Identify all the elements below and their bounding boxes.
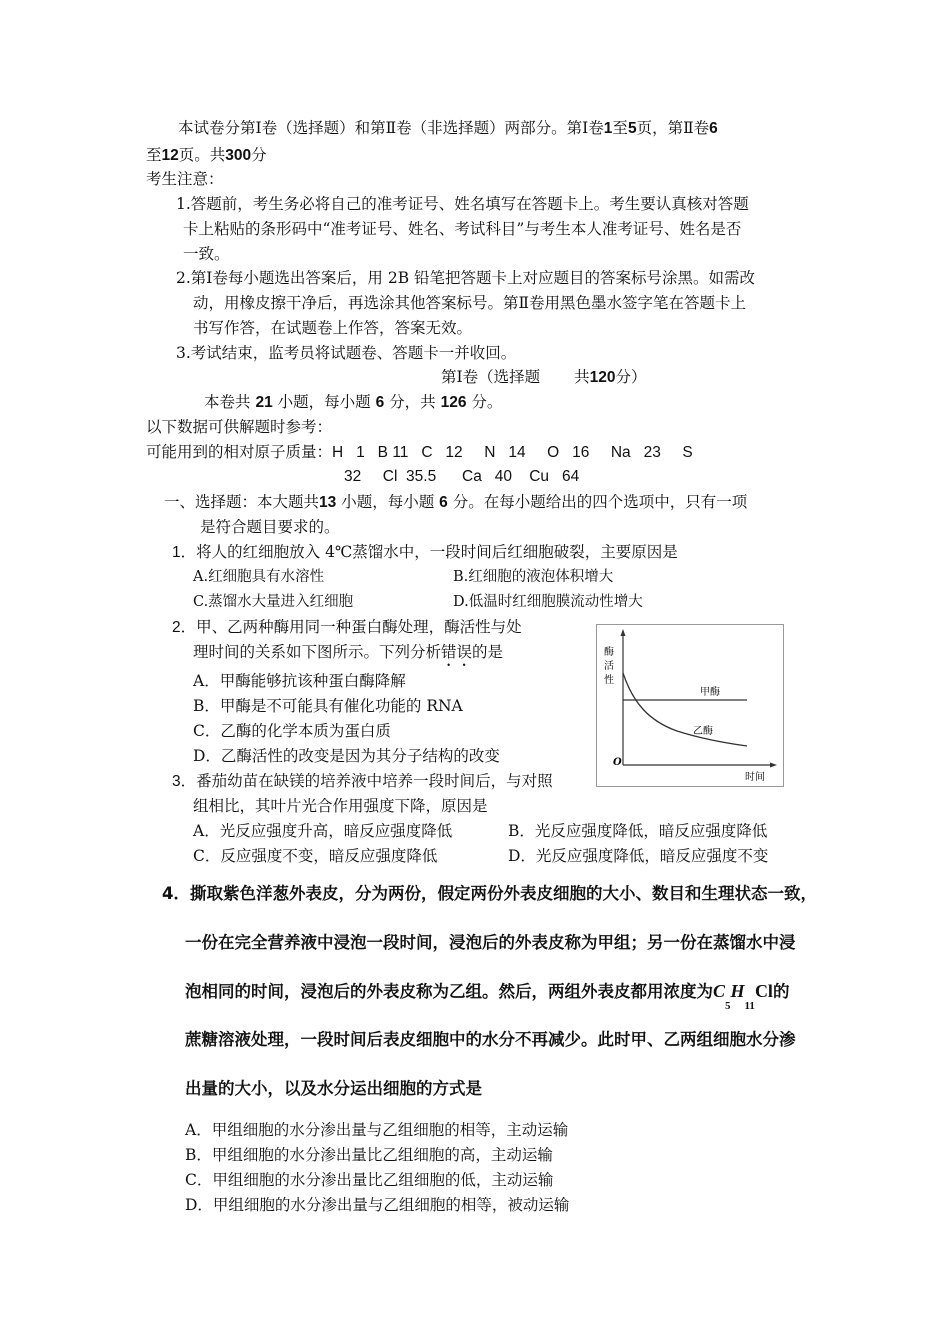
origin-label: O [613, 757, 622, 768]
q2-option-b: B．甲酶是不可能具有催化功能的 RNA [193, 697, 463, 715]
enzyme-activity-figure [596, 624, 784, 787]
y-axis-label-char-1: 酶 [604, 647, 614, 658]
q4-text: 的 [772, 982, 790, 1001]
intro-num: 5 [627, 120, 637, 137]
q3-number: 3． [172, 773, 197, 790]
chem-cl: Cl [754, 981, 773, 1001]
intro-num: 12 [161, 147, 179, 164]
q4-stem-line-2: 一份在完全营养液中浸泡一段时间，浸泡后的外表皮称为甲组；另一份在蒸馏水中浸 [185, 933, 796, 952]
q1-number: 1． [172, 544, 197, 561]
y-axis-label-char-3: 性 [604, 675, 614, 686]
notice-1-line-3: 一致。 [183, 245, 230, 263]
intro-text: 分 [251, 146, 267, 164]
section-title-num: 120 [589, 369, 616, 386]
q1-temp: 4℃ [325, 543, 353, 561]
intro-text: 至 [612, 119, 628, 137]
q2-emphasis: 错误 [441, 643, 473, 661]
intro-text: 本试卷分第Ⅰ卷（选择题）和第Ⅱ卷（非选择题）两部分。第Ⅰ卷 [178, 119, 604, 137]
notice-3: 3.考试结束，监考员将试题卷、答题卡一并收回。 [176, 344, 517, 362]
part1-line-1 [164, 491, 747, 514]
q2-option-d: D．乙酶活性的改变是因为其分子结构的改变 [193, 747, 500, 765]
chem-h: H [730, 981, 745, 1001]
q3-stem-line-2: 组相比，其叶片光合作用强度下降，原因是 [193, 797, 488, 815]
q1-option-a: A.红细胞具有水溶性 [193, 569, 325, 585]
q2-stem-line-1 [172, 616, 522, 639]
q1-option-d: D.低温时红细胞膜流动性增大 [453, 594, 643, 610]
q2-text: 甲、乙两种酶用同一种蛋白酶处理，酶活性与处 [196, 618, 522, 636]
atomic-mass-label: 可能用到的相对原子质量： [146, 443, 333, 461]
section-subtitle [204, 391, 502, 414]
sub-text: 分，共 [389, 393, 436, 411]
series-yi-label: 乙酶 [693, 726, 713, 737]
notice-title: 考生注意： [146, 170, 224, 188]
sub-num: 6 [375, 394, 385, 411]
atomic-mass-values: H 1 B 11 C 12 N 14 O 16 Na 23 S [332, 444, 693, 461]
y-axis-label-char-2: 活 [604, 661, 614, 672]
notice-1-line-2: 卡上粘贴的条形码中“准考证号、姓名、考试科目”与考生本人准考证号、姓名是否 [183, 220, 742, 238]
sub-num: 21 [255, 394, 273, 411]
q2-text: 理时间的关系如下图所示。下列分析 [193, 643, 442, 661]
q4-option-c: C．甲组细胞的水分渗出量比乙组细胞的低，主动运输 [185, 1171, 554, 1189]
chem-c: C [713, 981, 726, 1001]
q2-option-c: C．乙酶的化学本质为蛋白质 [193, 722, 391, 740]
q4-option-a: A．甲组细胞的水分渗出量与乙组细胞的相等，主动运输 [185, 1121, 569, 1139]
part1-num: 6 [439, 494, 448, 511]
q1-option-c: C.蒸馏水大量进入红细胞 [193, 594, 354, 610]
q3-option-a: A．光反应强度升高，暗反应强度降低 [193, 822, 453, 840]
atomic-mass-line-1 [146, 441, 693, 464]
part1-text: 小题，每小题 [341, 493, 435, 511]
q1-text: 蒸馏水中，一段时间后红细胞破裂，主要原因是 [352, 543, 678, 561]
section-title-text: 分） [615, 368, 647, 386]
series-jia-label: 甲酶 [700, 687, 720, 698]
q1-stem [172, 541, 678, 564]
q3-option-b: B．光反应强度降低，暗反应强度降低 [508, 822, 768, 840]
q4-stem-line-3 [185, 980, 790, 1012]
part1-num: 13 [319, 494, 337, 511]
part1-line-2: 是符合题目要求的。 [200, 518, 340, 536]
intro-num: 1 [603, 120, 613, 137]
section-title-text: 共 [574, 368, 590, 386]
intro-line-1 [178, 117, 718, 140]
chem-formula [713, 981, 773, 1012]
sub-num: 126 [440, 394, 467, 411]
q4-option-b: B．甲组细胞的水分渗出量比乙组细胞的高，主动运输 [185, 1146, 553, 1164]
q4-stem-line-1: 4．撕取紫色洋葱外表皮，分为两份，假定两份外表皮细胞的大小、数目和生理状态一致， [162, 884, 817, 903]
intro-num: 300 [225, 147, 252, 164]
notice-2-line-3: 书写作答，在试题卷上作答，答案无效。 [193, 319, 473, 337]
q4-text: 泡相同的时间，浸泡后的外表皮称为乙组。然后，两组外表皮都用浓度为 [185, 982, 713, 1001]
x-axis-label: 时间 [745, 772, 765, 783]
chem-sub-11: 11 [744, 1000, 755, 1012]
sub-text: 分。 [471, 393, 503, 411]
section-title [441, 366, 647, 389]
q3-stem-line-1 [172, 770, 553, 793]
part1-text: 分。在每小题给出的四个选项中，只有一项 [452, 493, 748, 511]
notice-2-line-2: 动，用橡皮擦干净后，再选涂其他答案标号。第Ⅱ卷用黑色墨水签字笔在答题卡上 [193, 294, 747, 312]
q3-option-c: C．反应强度不变，暗反应强度降低 [193, 847, 438, 865]
x-axis-arrow [770, 763, 777, 768]
part1-text: 一、选择题：本大题共 [164, 493, 320, 511]
ref-title: 以下数据可供解题时参考： [146, 418, 333, 436]
sub-text: 小题，每小题 [277, 393, 371, 411]
q3-text: 番茄幼苗在缺镁的培养液中培养一段时间后，与对照 [196, 772, 553, 790]
sub-text: 本卷共 [204, 393, 251, 411]
q2-number: 2． [172, 619, 197, 636]
intro-line-2 [146, 144, 267, 167]
section-title-text: 第Ⅰ卷（选择题 [441, 368, 541, 386]
q1-option-b: B.红细胞的液泡体积增大 [453, 569, 614, 585]
intro-text: 至 [146, 146, 162, 164]
series-yi-curve [623, 673, 747, 746]
enzyme-activity-graph [597, 625, 783, 786]
q3-option-d: D．光反应强度降低，暗反应强度不变 [508, 847, 769, 865]
chem-sub-5: 5 [725, 1000, 731, 1012]
q4-stem-line-4: 蔗糖溶液处理，一段时间后表皮细胞中的水分不再减少。此时甲、乙两组细胞水分渗 [185, 1030, 796, 1049]
q2-stem-line-2 [193, 641, 503, 670]
notice-2-line-1: 2.第Ⅰ卷每小题选出答案后，用 2B 铅笔把答题卡上对应题目的答案标号涂黑。如需改 [176, 269, 756, 287]
q1-text: 将人的红细胞放入 [196, 543, 321, 561]
atomic-mass-line-2: 32 Cl 35.5 Ca 40 Cu 64 [344, 468, 580, 485]
notice-1-line-1: 1.答题前，考生务必将自己的准考证号、姓名填写在答题卡上。考生要认真核对答题 [176, 195, 749, 213]
q2-text: 的是 [472, 643, 504, 661]
intro-num: 6 [709, 120, 718, 137]
q4-stem-line-5: 出量的大小，以及水分运出细胞的方式是 [185, 1079, 482, 1098]
q4-option-d: D．甲组细胞的水分渗出量与乙组细胞的相等，被动运输 [185, 1196, 570, 1214]
q2-option-a: A．甲酶能够抗该种蛋白酶降解 [193, 672, 406, 690]
intro-text: 页。共 [178, 146, 226, 164]
intro-text: 页，第Ⅱ卷 [636, 119, 710, 137]
y-axis-arrow [621, 629, 626, 636]
